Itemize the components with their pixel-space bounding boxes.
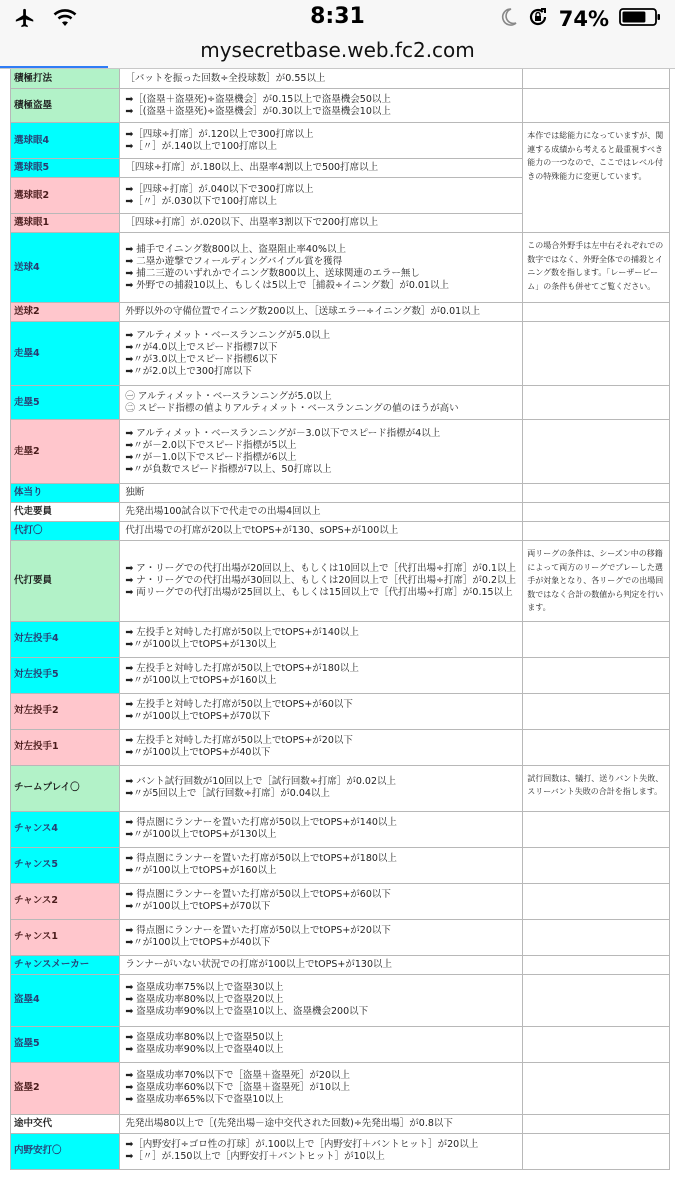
table-row	[11, 1062, 670, 1114]
condition-line: ➡ 盗塁成功率65%以下で盗塁10以上	[125, 1094, 284, 1105]
empty-note-cell	[523, 1133, 670, 1169]
condition-line: ➡ 両リーグでの代打出場が25回以上、もしくは15回以上で［代打出場÷打席］が0.15以上	[125, 586, 513, 598]
ability-name: 送球4	[11, 233, 120, 303]
ability-condition	[120, 1062, 523, 1114]
url-text[interactable]: mysecretbase.web.fc2.com	[200, 38, 475, 62]
table-row	[11, 657, 670, 693]
address-bar[interactable]	[0, 36, 675, 68]
ability-name: 盗塁4	[11, 974, 120, 1026]
rotation-lock-icon	[527, 6, 549, 32]
condition-line: ➡ 捕手でイニング数800以上、盗塁阻止率40%以上	[125, 243, 346, 255]
table-row	[11, 233, 670, 303]
table-row	[11, 729, 670, 765]
ability-condition	[120, 233, 523, 303]
ability-name: チャンスメーカー	[11, 955, 120, 974]
ability-condition	[120, 69, 523, 89]
condition-line: ➡〃が3.0以上でスピード指標6以下	[125, 353, 278, 365]
ability-condition	[120, 89, 523, 123]
empty-note-cell	[523, 621, 670, 657]
condition-line: ➡［(盗塁＋盗塁死)÷盗塁機会］が0.15以上で盗塁機会50以上	[125, 93, 391, 105]
empty-note-cell	[523, 1026, 670, 1062]
ability-condition	[120, 693, 523, 729]
ability-name: チャンス5	[11, 847, 120, 883]
condition-line: ➡ 盗塁成功率70%以下で［盗塁＋盗塁死］が20以上	[125, 1070, 350, 1081]
condition-line: ➡〃が5回以上で［試行回数÷打席］が0.04以上	[125, 788, 330, 799]
condition-line: ➡［四球÷打席］が.120以上で300打席以上	[125, 128, 314, 140]
table-row	[11, 522, 670, 541]
ability-condition	[120, 765, 523, 811]
ability-condition	[120, 1026, 523, 1062]
ability-note: 両リーグの条件は、シーズン中の移籍によって両方のリーグでプレーした選手が対象となり、各リーグでの出場回数ではなく合計の数値から判定を行います。	[523, 541, 670, 622]
empty-note-cell	[523, 386, 670, 420]
condition-line: ➡ 盗塁成功率75%以上で盗塁30以上	[125, 982, 284, 993]
table-row	[11, 1026, 670, 1062]
ability-name: 走塁4	[11, 322, 120, 386]
empty-note-cell	[523, 847, 670, 883]
ability-name: 盗塁2	[11, 1062, 120, 1114]
condition-line: 先発出場100試合以下で代走での出場4回以上	[125, 506, 321, 517]
table-row	[11, 322, 670, 386]
table-row	[11, 503, 670, 522]
empty-note-cell	[523, 420, 670, 484]
ability-name: チャンス2	[11, 883, 120, 919]
ability-condition	[120, 729, 523, 765]
ability-condition	[120, 214, 523, 233]
ability-name: 送球2	[11, 303, 120, 322]
empty-note-cell	[523, 729, 670, 765]
condition-line: ➡ アルティメット・ベースランニングが－3.0以下でスピード指標が4以上	[125, 427, 441, 439]
condition-line: 代打出場での打席が20以上でtOPS+が130、sOPS+が100以上	[125, 525, 399, 536]
moon-icon	[499, 7, 517, 31]
empty-note-cell	[523, 1114, 670, 1133]
ability-condition	[120, 503, 523, 522]
condition-line: ➡ 得点圏にランナーを置いた打席が50以上でtOPS+が60以下	[125, 889, 391, 900]
condition-line: ➡［〃］が.140以上で100打席以上	[125, 140, 278, 152]
table-row	[11, 1133, 670, 1169]
table-row	[11, 69, 670, 89]
condition-line: ➡〃が100以上でtOPS+が70以下	[125, 711, 271, 722]
table-row	[11, 123, 670, 159]
table-row	[11, 847, 670, 883]
ability-condition	[120, 811, 523, 847]
ability-table	[10, 69, 670, 1170]
ability-name: 内野安打〇	[11, 1133, 120, 1169]
condition-line: ランナーがいない状況での打席が100以上でtOPS+が130以上	[125, 958, 392, 970]
ability-name: チャンス4	[11, 811, 120, 847]
empty-note-cell	[523, 89, 670, 123]
battery-percent: 74%	[558, 7, 609, 31]
condition-line: ➡〃が2.0以上で300打席以下	[125, 365, 253, 377]
ability-condition	[120, 484, 523, 503]
condition-line: ➡［内野安打÷ゴロ性の打球］が.100以上で［内野安打＋バントヒット］が20以上	[125, 1139, 479, 1150]
table-row	[11, 89, 670, 123]
table-row	[11, 541, 670, 622]
ability-condition	[120, 883, 523, 919]
empty-note-cell	[523, 693, 670, 729]
empty-note-cell	[523, 811, 670, 847]
condition-line: ➡〃が－1.0以下でスピード指標が6以上	[125, 451, 297, 463]
ability-name: 代打〇	[11, 522, 120, 541]
ability-name: 対左投手4	[11, 621, 120, 657]
ability-condition	[120, 1114, 523, 1133]
ability-name: 選球眼1	[11, 214, 120, 233]
ability-note: 試行回数は、犠打、送りバント失敗、スリーバント失敗の合計を指します。	[523, 765, 670, 811]
condition-line: ➡〃が100以上でtOPS+が40以下	[125, 747, 271, 758]
condition-line: ［バットを振った回数÷全投球数］が0.55以上	[125, 72, 326, 84]
ability-name: 途中交代	[11, 1114, 120, 1133]
empty-note-cell	[523, 919, 670, 955]
condition-line: ㊁ スピード指標の値よりアルティメット・ベースランニングの値のほうが高い	[125, 402, 459, 414]
condition-line: ➡〃が－2.0以下でスピード指標が5以上	[125, 439, 297, 451]
empty-note-cell	[523, 322, 670, 386]
condition-line: ➡〃が負数でスピード指標が7以上、50打席以上	[125, 463, 332, 475]
condition-line: ➡ 盗塁成功率80%以上で盗塁20以上	[125, 994, 284, 1005]
ability-condition	[120, 522, 523, 541]
status-bar	[0, 0, 675, 36]
condition-line: ➡ ナ・リーグでの代打出場が30回以上、もしくは20回以上で［代打出場÷打席］が0.2以上	[125, 574, 517, 586]
condition-line: ➡ バント試行回数が10回以上で［試行回数÷打席］が0.02以上	[125, 776, 396, 787]
table-row	[11, 484, 670, 503]
condition-line: ㊀ アルティメット・ベースランニングが5.0以上	[125, 390, 332, 402]
condition-line: ➡ アルティメット・ベースランニングが5.0以上	[125, 329, 331, 341]
ability-name: 走塁2	[11, 420, 120, 484]
ability-name: 対左投手2	[11, 693, 120, 729]
condition-line: ➡ 盗塁成功率60%以下で［盗塁＋盗塁死］が10以上	[125, 1082, 350, 1093]
condition-line: ➡ ア・リーグでの代打出場が20回以上、もしくは10回以上で［代打出場÷打席］が0.1以上	[125, 562, 517, 574]
condition-line: ➡ 得点圏にランナーを置いた打席が50以上でtOPS+が180以上	[125, 853, 397, 864]
condition-line: 独断	[125, 487, 145, 498]
table-row	[11, 303, 670, 322]
ability-name: 選球眼5	[11, 159, 120, 178]
condition-line: ➡〃が100以上でtOPS+が40以下	[125, 937, 271, 948]
table-row	[11, 1114, 670, 1133]
empty-note-cell	[523, 1062, 670, 1114]
condition-line: ➡ 盗塁成功率80%以上で盗塁50以上	[125, 1032, 284, 1043]
ability-condition	[120, 303, 523, 322]
condition-line: ➡ 左投手と対峙した打席が50以上でtOPS+が140以上	[125, 627, 359, 638]
condition-line: ➡ 捕二三遊のいずれかでイニング数800以上、送球関連のエラー無し	[125, 267, 420, 279]
condition-line: ➡〃が100以上でtOPS+が160以上	[125, 865, 277, 876]
ability-condition	[120, 657, 523, 693]
condition-line: ➡ 外野での捕殺10以上、もしくは5以上で［捕殺÷イニング数］が0.01以上	[125, 279, 449, 291]
empty-note-cell	[523, 69, 670, 89]
ability-name: 対左投手5	[11, 657, 120, 693]
condition-line: ➡〃が4.0以上でスピード指標7以下	[125, 341, 278, 353]
ability-condition	[120, 178, 523, 214]
empty-note-cell	[523, 974, 670, 1026]
ability-name: 対左投手1	[11, 729, 120, 765]
condition-line: ➡ 得点圏にランナーを置いた打席が50以上でtOPS+が20以下	[125, 925, 391, 936]
condition-line: ➡〃が100以上でtOPS+が70以下	[125, 901, 271, 912]
ability-condition	[120, 123, 523, 159]
condition-line: ➡ 左投手と対峙した打席が50以上でtOPS+が180以上	[125, 663, 359, 674]
ability-name: チームプレイ〇	[11, 765, 120, 811]
condition-line: ➡ 盗塁成功率90%以上で盗塁40以上	[125, 1044, 284, 1055]
ability-condition	[120, 1133, 523, 1169]
condition-line: ➡［(盗塁＋盗塁死)÷盗塁機会］が0.30以上で盗塁機会10以上	[125, 105, 391, 117]
condition-line: ➡〃が100以上でtOPS+が130以上	[125, 829, 277, 840]
ability-name: 盗塁5	[11, 1026, 120, 1062]
ability-name: 体当り	[11, 484, 120, 503]
empty-note-cell	[523, 657, 670, 693]
battery-icon	[619, 7, 661, 31]
table-row	[11, 420, 670, 484]
condition-line: 先発出場80以上で［(先発出場－途中交代された回数)÷先発出場］が0.8以下	[125, 1117, 453, 1129]
ability-condition	[120, 847, 523, 883]
condition-line: ［四球÷打席］が.020以下、出塁率3割以下で200打席以上	[125, 217, 379, 228]
table-row	[11, 765, 670, 811]
ability-name: 選球眼2	[11, 178, 120, 214]
empty-note-cell	[523, 955, 670, 974]
ability-name: 積極盗塁	[11, 89, 120, 123]
condition-line: ➡［〃］が.150以上で［内野安打＋バントヒット］が10以上	[125, 1151, 385, 1162]
table-row	[11, 621, 670, 657]
ability-name: 積極打法	[11, 69, 120, 89]
table-row	[11, 811, 670, 847]
table-row	[11, 955, 670, 974]
ability-name: 代走要員	[11, 503, 120, 522]
clock: 8:31	[310, 4, 365, 29]
table-row	[11, 974, 670, 1026]
ability-name: 選球眼4	[11, 123, 120, 159]
ability-name: 代打要員	[11, 541, 120, 622]
condition-line: ➡〃が100以上でtOPS+が160以上	[125, 675, 277, 686]
empty-note-cell	[523, 484, 670, 503]
ability-condition	[120, 322, 523, 386]
ability-condition	[120, 919, 523, 955]
condition-line: ➡ 二塁か遊撃でフィールディングバイブル賞を獲得	[125, 255, 343, 267]
empty-note-cell	[523, 522, 670, 541]
ability-condition	[120, 974, 523, 1026]
empty-note-cell	[523, 503, 670, 522]
empty-note-cell	[523, 303, 670, 322]
ability-note: 本作では総能力になっていますが、関連する成績から考えると最重視すべき能力の一つなので、ここではレベル付きの特殊能力に変更しています。	[523, 123, 670, 233]
page-content[interactable]	[0, 69, 675, 1200]
ability-condition	[120, 621, 523, 657]
table-row	[11, 386, 670, 420]
ability-note: この場合外野手は左中右それぞれでの数字ではなく、外野全体での捕殺とイニング数を指します。「レーザービーム」の条件も併せてご覧ください。	[523, 233, 670, 303]
condition-line: ➡［〃］が.030以下で100打席以上	[125, 195, 278, 207]
condition-line: 外野以外の守備位置でイニング数200以上、［送球エラー÷イニング数］が0.01以上	[125, 306, 481, 317]
ability-condition	[120, 541, 523, 622]
table-row	[11, 883, 670, 919]
table-row	[11, 693, 670, 729]
condition-line: ［四球÷打席］が.180以上、出塁率4割以上で500打席以上	[125, 162, 379, 173]
ability-condition	[120, 420, 523, 484]
condition-line: ➡ 得点圏にランナーを置いた打席が50以上でtOPS+が140以上	[125, 817, 397, 828]
ability-condition	[120, 386, 523, 420]
ability-condition	[120, 159, 523, 178]
condition-line: ➡ 盗塁成功率90%以上で盗塁10以上、盗塁機会200以下	[125, 1006, 369, 1017]
ability-condition	[120, 955, 523, 974]
empty-note-cell	[523, 883, 670, 919]
condition-line: ➡〃が100以上でtOPS+が130以上	[125, 639, 277, 650]
condition-line: ➡［四球÷打席］が.040以下で300打席以上	[125, 183, 314, 195]
condition-line: ➡ 左投手と対峙した打席が50以上でtOPS+が20以下	[125, 735, 353, 746]
ability-name: チャンス1	[11, 919, 120, 955]
table-row	[11, 919, 670, 955]
condition-line: ➡ 左投手と対峙した打席が50以上でtOPS+が60以下	[125, 699, 353, 710]
ability-name: 走塁5	[11, 386, 120, 420]
